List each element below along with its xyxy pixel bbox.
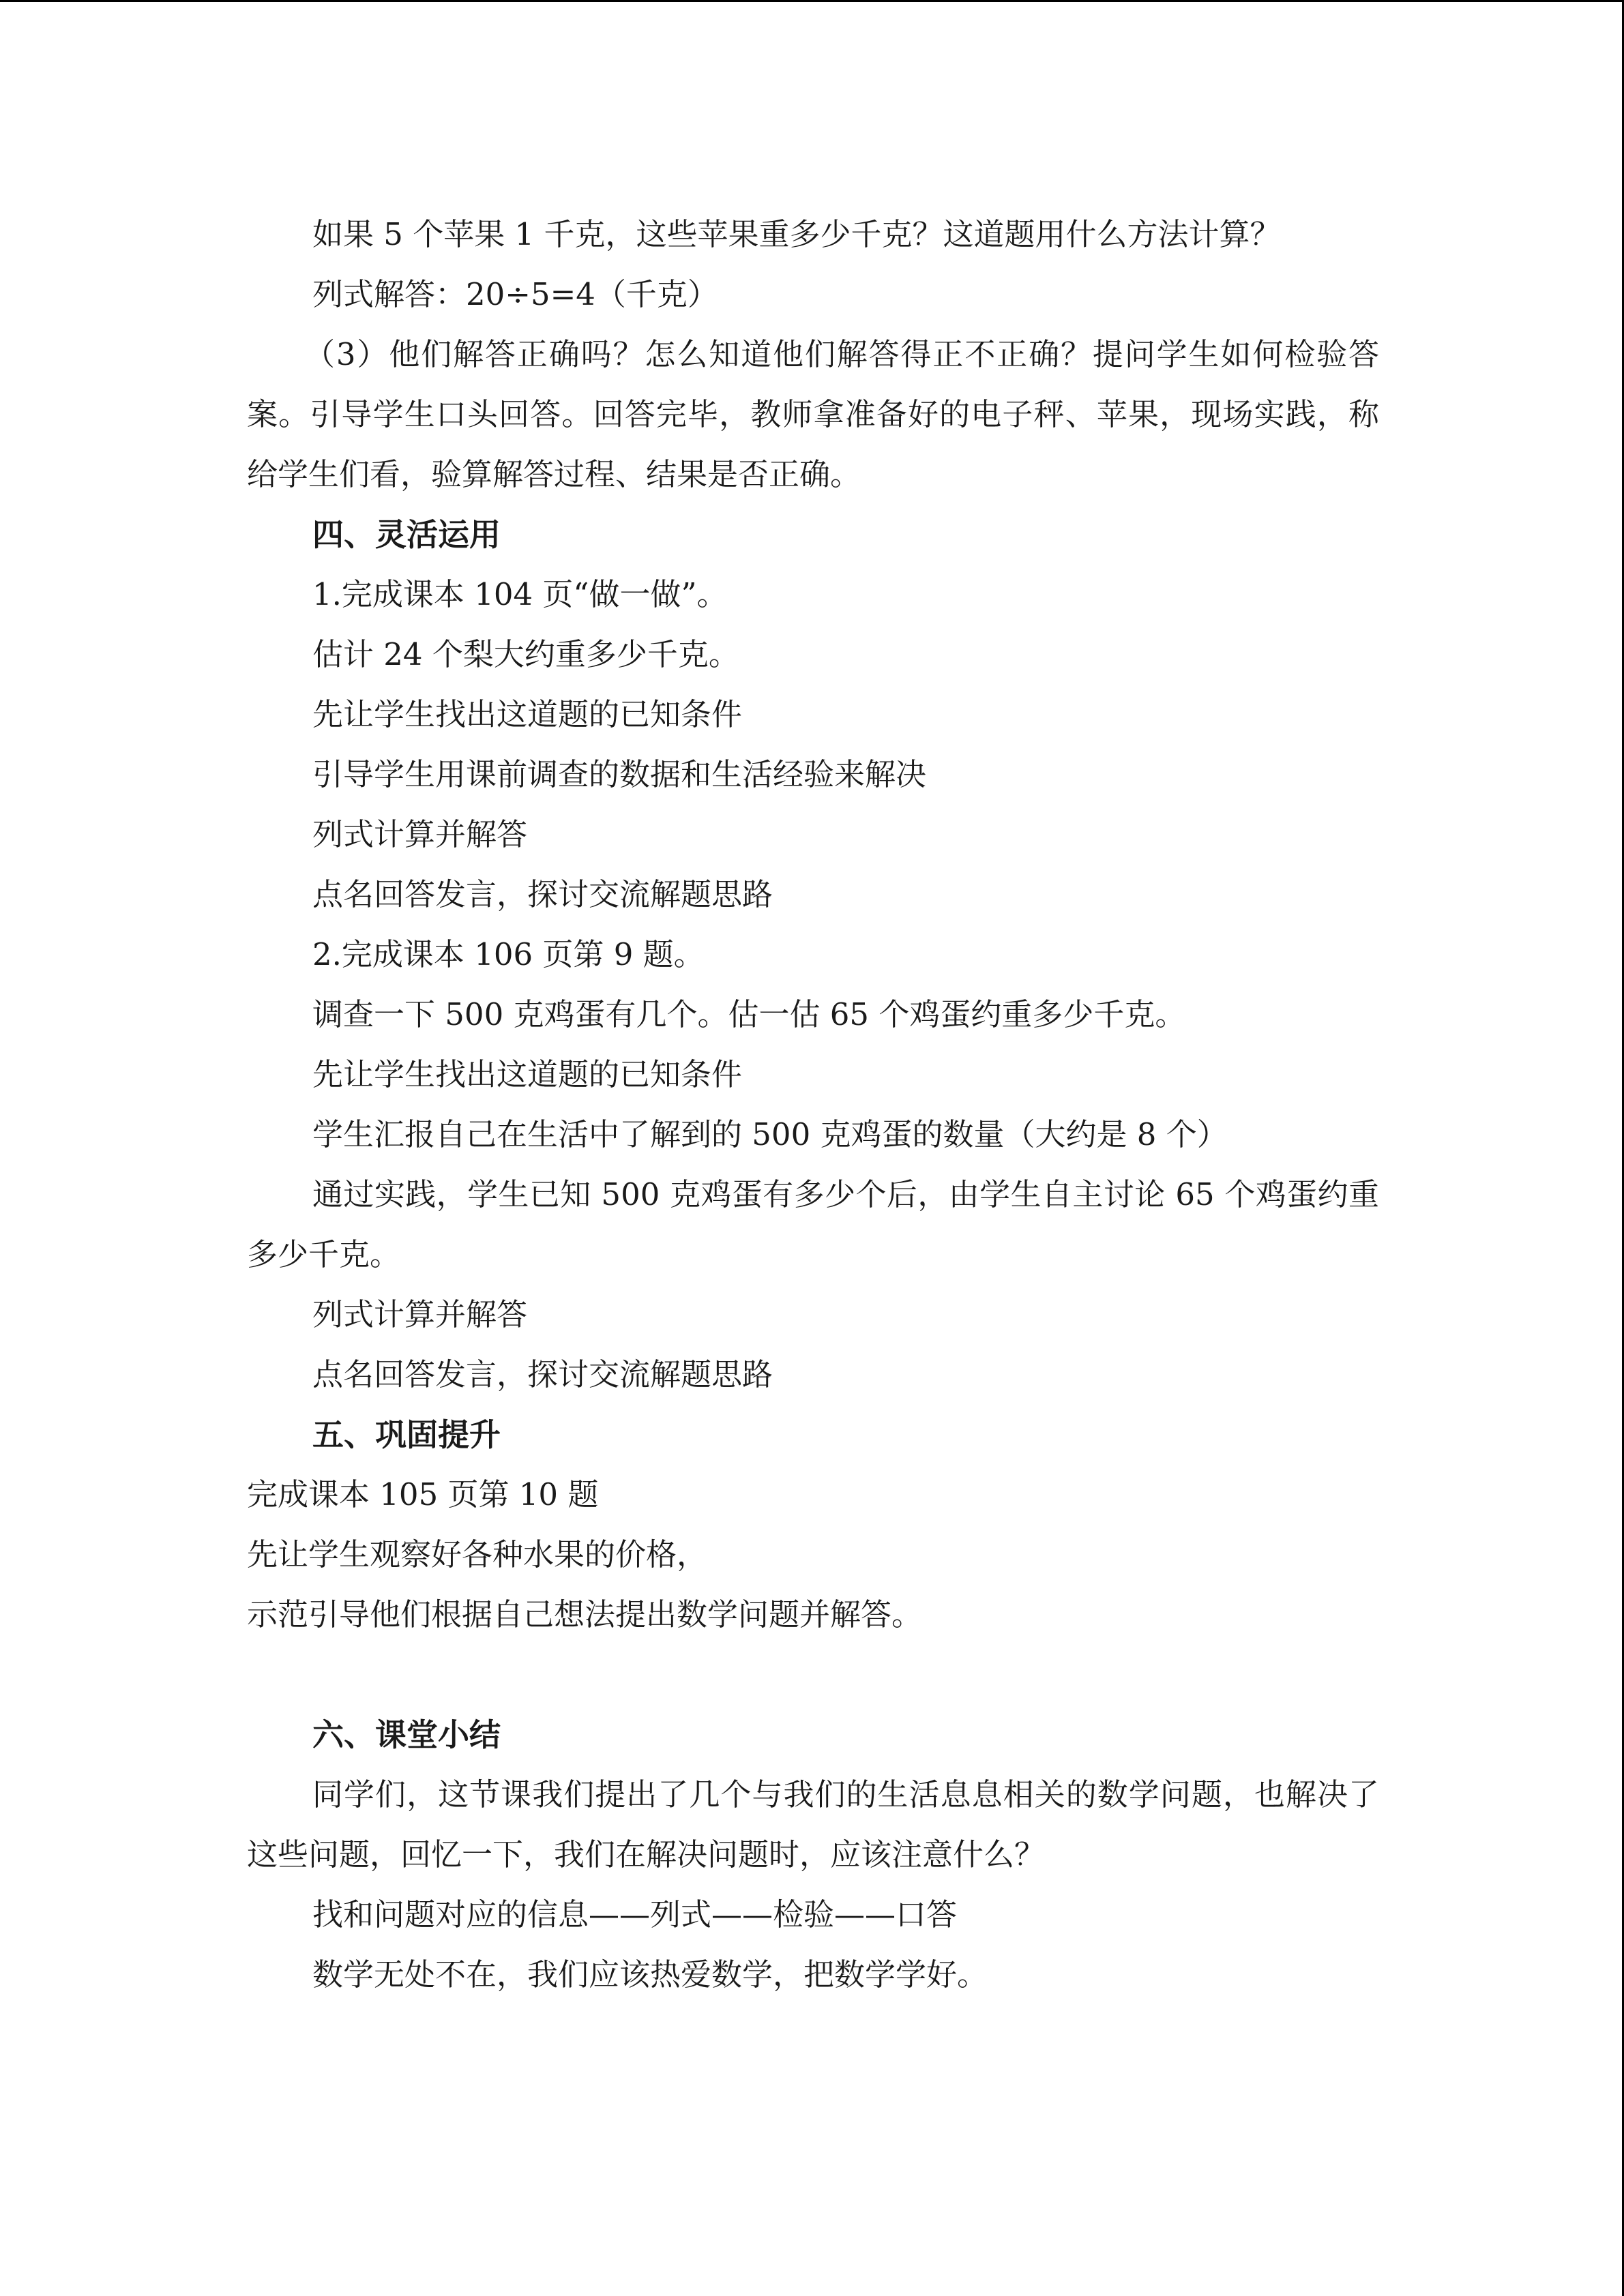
paragraph-eggs-survey: 调查一下 500 克鸡蛋有几个。估一估 65 个鸡蛋约重多少千克。: [312, 996, 1186, 1032]
paragraph-calculate-1: 列式计算并解答: [312, 816, 528, 852]
blank-line: [247, 1645, 1379, 1705]
paragraph-exercise-10: 完成课本 105 页第 10 题: [247, 1476, 599, 1512]
paragraph-pears-estimate: 估计 24 个梨大约重多少千克。: [312, 636, 739, 672]
paragraph-solving-steps: 找和问题对应的信息——列式——检验——口答: [312, 1896, 958, 1933]
paragraph-verify-answer: （3）他们解答正确吗？怎么知道他们解答得正不正确？提问学生如何检验答案。引导学生口头回答。回答完毕，教师拿准备好的电子秤、苹果，现场实践，称给学生们看，验算解答过程、结果是否正确。: [247, 336, 1379, 492]
paragraph-eggs-discuss: 通过实践，学生已知 500 克鸡蛋有多少个后，由学生自主讨论 65 个鸡蛋约重多少千克。: [247, 1176, 1379, 1272]
section-heading-summary: 六、课堂小结: [312, 1716, 501, 1753]
paragraph-fruit-prices: 先让学生观察好各种水果的价格，: [247, 1536, 708, 1572]
paragraph-apples-question: 如果 5 个苹果 1 千克，这些苹果重多少千克？这道题用什么方法计算？: [312, 216, 1281, 252]
paragraph-eggs-report: 学生汇报自己在生活中了解到的 500 克鸡蛋的数量（大约是 8 个）: [312, 1116, 1228, 1152]
paragraph-exercise-2: 2.完成课本 106 页第 9 题。: [312, 936, 705, 972]
document-body: [247, 205, 1379, 2005]
section-heading-apply: 四、灵活运用: [312, 516, 501, 553]
paragraph-known-conditions-2: 先让学生找出这道题的已知条件: [312, 1056, 743, 1092]
paragraph-known-conditions-1: 先让学生找出这道题的已知条件: [312, 696, 743, 732]
paragraph-calculate-2: 列式计算并解答: [312, 1296, 528, 1332]
paragraph-discuss-2: 点名回答发言，探讨交流解题思路: [312, 1356, 773, 1392]
paragraph-apples-answer: 列式解答：20÷5=4（千克）: [312, 276, 718, 312]
paragraph-summary-question: 同学们，这节课我们提出了几个与我们的生活息息相关的数学问题，也解决了这些问题，回忆一下，我们在解决问题时，应该注意什么？: [247, 1776, 1379, 1873]
paragraph-guide-survey: 引导学生用课前调查的数据和生活经验来解决: [312, 756, 927, 792]
page-top-border: [0, 0, 1624, 2]
paragraph-pose-questions: 示范引导他们根据自己想法提出数学问题并解答。: [247, 1596, 923, 1632]
section-heading-consolidate: 五、巩固提升: [312, 1416, 501, 1453]
paragraph-discuss-1: 点名回答发言，探讨交流解题思路: [312, 876, 773, 912]
paragraph-exercise-1: 1.完成课本 104 页“做一做”。: [312, 576, 728, 612]
paragraph-closing: 数学无处不在，我们应该热爱数学，把数学学好。: [312, 1956, 988, 1993]
